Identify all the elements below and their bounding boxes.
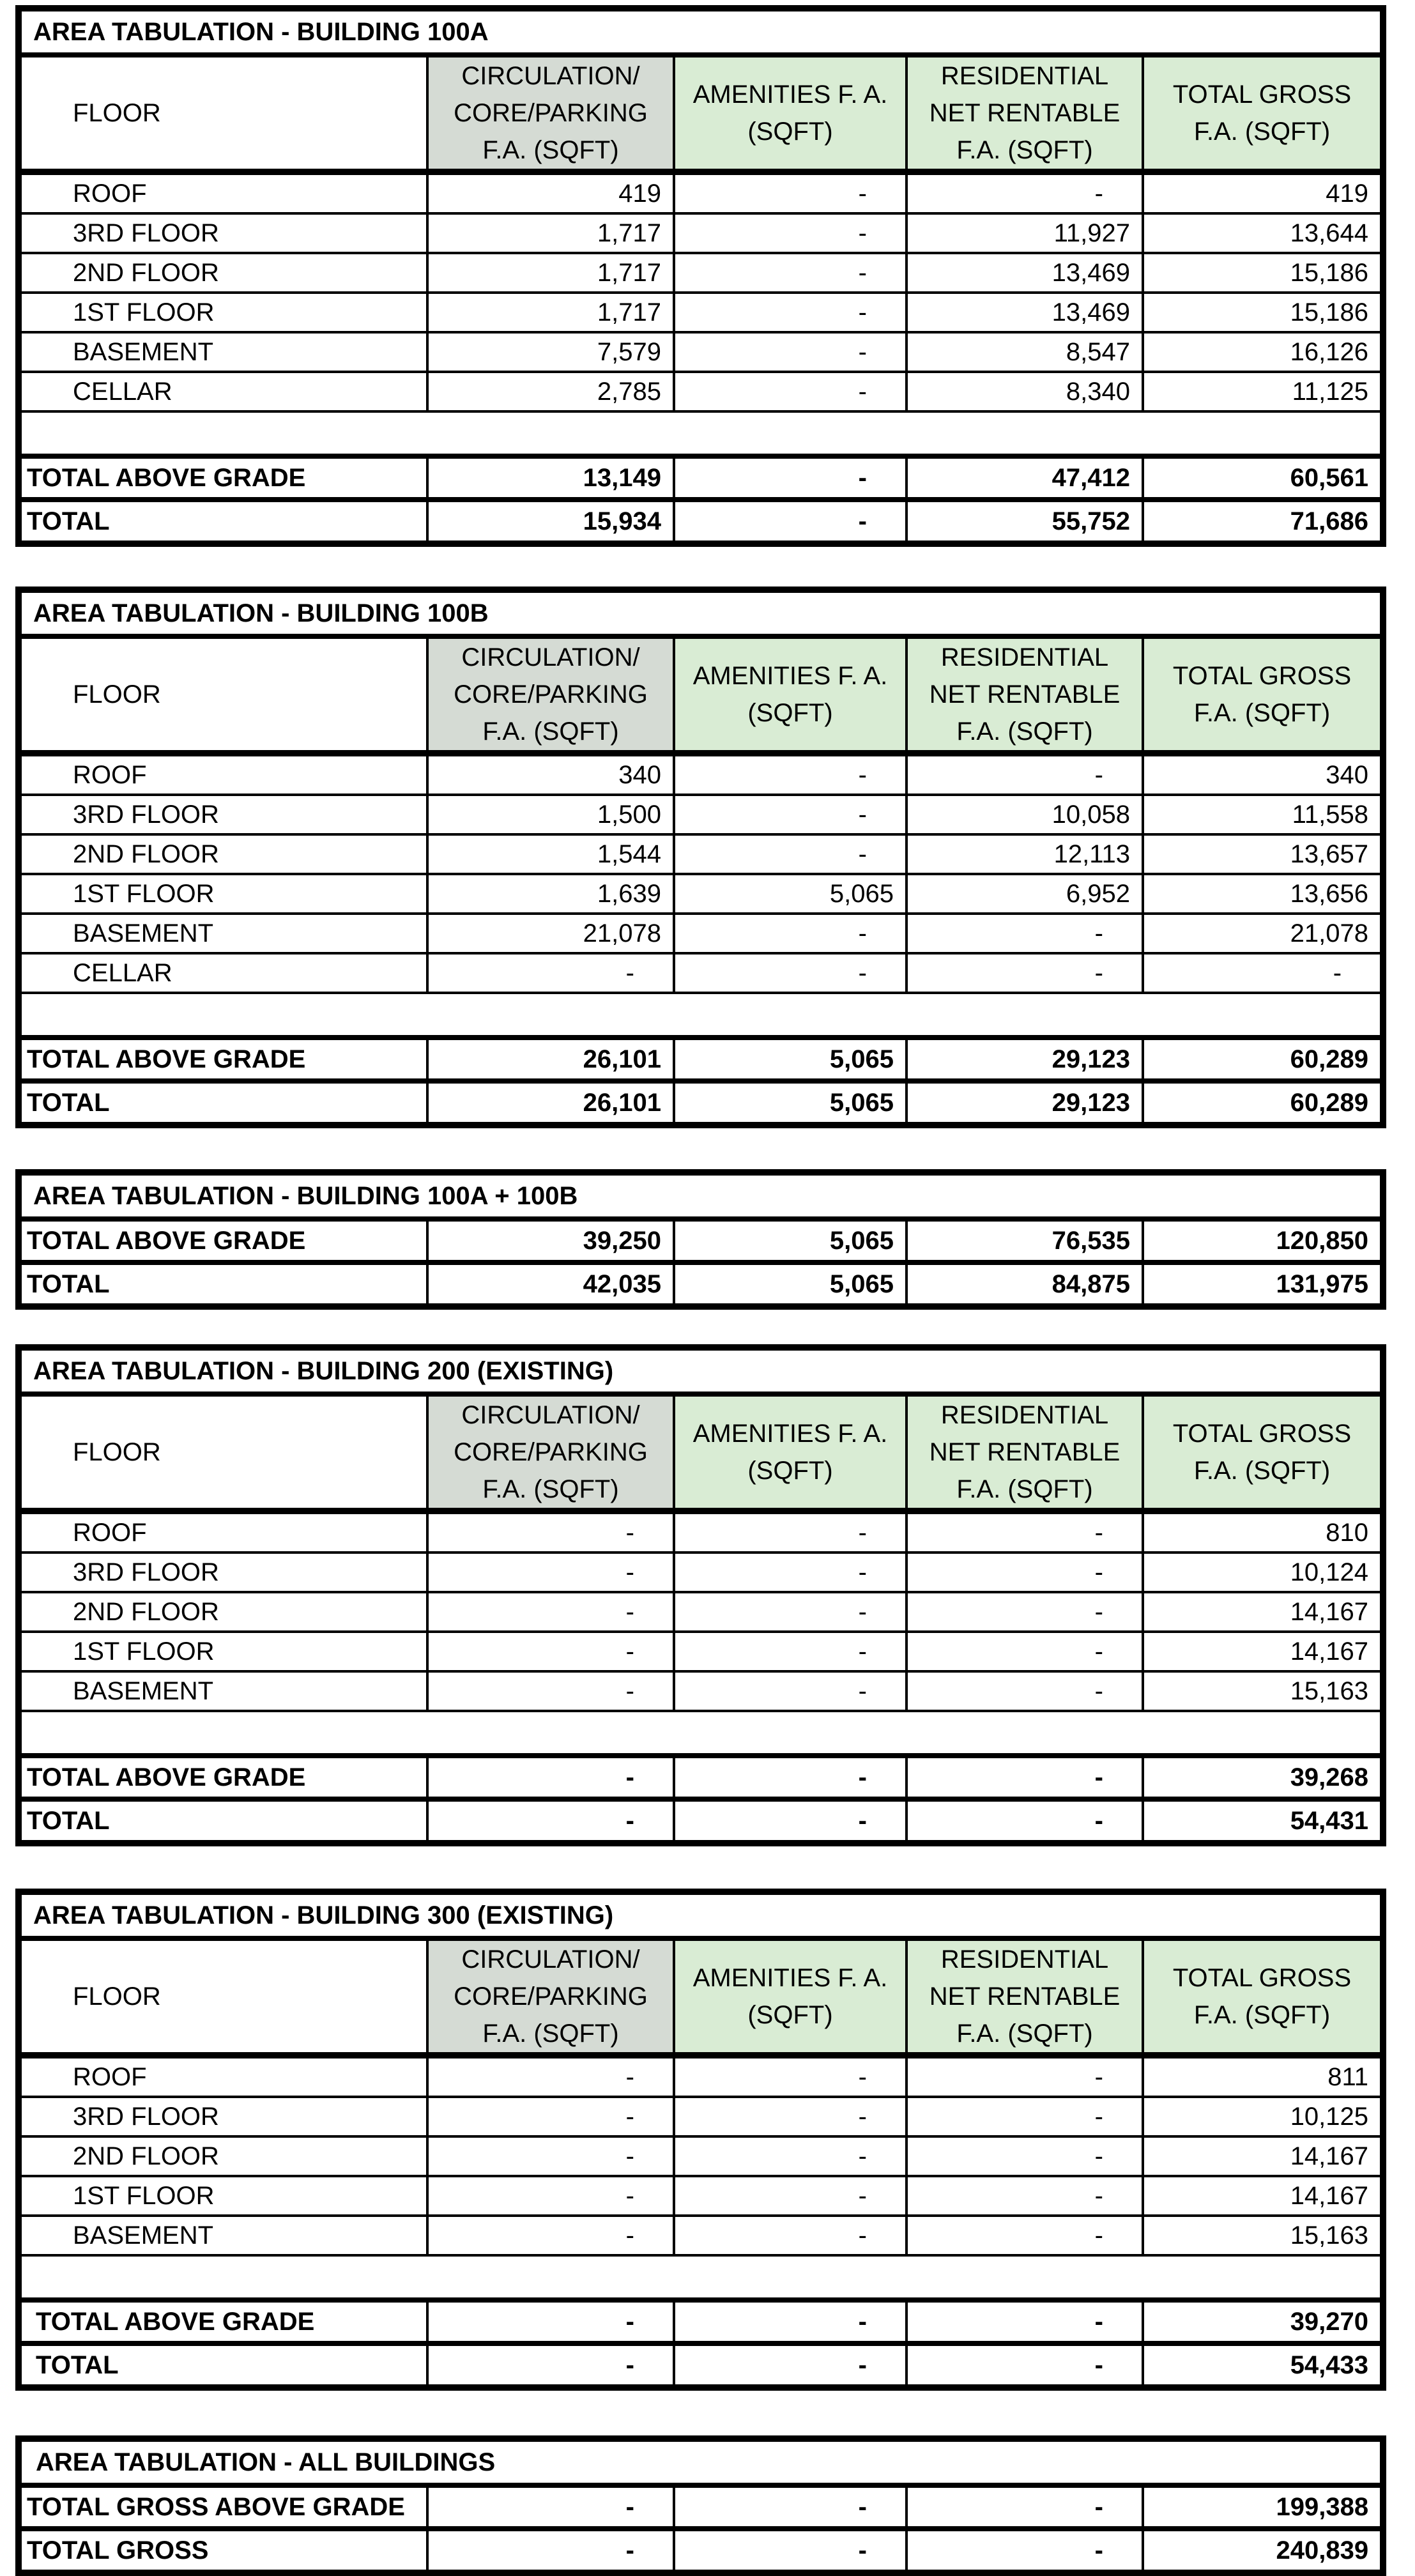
total-gross-value: 14,167 bbox=[1143, 2136, 1383, 2176]
table-row bbox=[19, 914, 1383, 953]
table-title: AREA TABULATION - ALL BUILDINGS bbox=[19, 2439, 1383, 2485]
table-row bbox=[19, 372, 1383, 411]
floor-label: BASEMENT bbox=[19, 332, 427, 372]
header-total-gross: TOTAL GROSS F.A. (SQFT) bbox=[1143, 1394, 1383, 1511]
residential-total: 76,535 bbox=[906, 1219, 1143, 1262]
total-gross-value: 14,167 bbox=[1143, 1632, 1383, 1671]
total-label: TOTAL bbox=[19, 1799, 427, 1843]
table-row bbox=[19, 2216, 1383, 2255]
amenities-total: 5,065 bbox=[674, 1262, 906, 1307]
circulation-value: 1,544 bbox=[427, 834, 674, 874]
header-floor: FLOOR bbox=[19, 55, 427, 172]
total-gross-total: 240,839 bbox=[1143, 2529, 1383, 2573]
total-gross-value: 811 bbox=[1143, 2055, 1383, 2097]
amenities-value: - bbox=[674, 213, 906, 253]
residential-value: 12,113 bbox=[906, 834, 1143, 874]
floor-label: 1ST FLOOR bbox=[19, 874, 427, 914]
total-row bbox=[19, 1262, 1383, 1307]
amenities-value: - bbox=[674, 253, 906, 293]
table-row bbox=[19, 834, 1383, 874]
circulation-total: - bbox=[427, 2529, 674, 2573]
total-label: TOTAL ABOVE GRADE bbox=[19, 1038, 427, 1081]
amenities-total: - bbox=[674, 2485, 906, 2529]
total-gross-total: 71,686 bbox=[1143, 500, 1383, 544]
header-circulation: CIRCULATION/ CORE/PARKING F.A. (SQFT) bbox=[427, 1394, 674, 1511]
total-gross-value: 11,125 bbox=[1143, 372, 1383, 411]
total-gross-row bbox=[19, 2529, 1383, 2573]
spacer-row bbox=[19, 993, 1383, 1038]
header-floor: FLOOR bbox=[19, 1938, 427, 2055]
residential-value: - bbox=[906, 172, 1143, 213]
circulation-total: 13,149 bbox=[427, 456, 674, 500]
residential-value: 8,340 bbox=[906, 372, 1143, 411]
residential-total: 29,123 bbox=[906, 1038, 1143, 1081]
floor-label: 2ND FLOOR bbox=[19, 1592, 427, 1632]
residential-value: - bbox=[906, 1671, 1143, 1711]
total-label: TOTAL ABOVE GRADE bbox=[19, 1756, 427, 1799]
table-row bbox=[19, 753, 1383, 795]
circulation-value: - bbox=[427, 2055, 674, 2097]
residential-value: 6,952 bbox=[906, 874, 1143, 914]
total-gross-value: 15,186 bbox=[1143, 293, 1383, 332]
floor-label: CELLAR bbox=[19, 953, 427, 993]
total-gross-value: 15,163 bbox=[1143, 1671, 1383, 1711]
header-total-gross: TOTAL GROSS F.A. (SQFT) bbox=[1143, 1938, 1383, 2055]
circulation-value: 340 bbox=[427, 753, 674, 795]
circulation-value: 1,717 bbox=[427, 293, 674, 332]
table-row bbox=[19, 1671, 1383, 1711]
floor-label: 3RD FLOOR bbox=[19, 2097, 427, 2136]
table-row bbox=[19, 293, 1383, 332]
amenities-value: - bbox=[674, 293, 906, 332]
circulation-value: - bbox=[427, 1632, 674, 1671]
floor-label: 2ND FLOOR bbox=[19, 253, 427, 293]
amenities-total: - bbox=[674, 1799, 906, 1843]
table-title: AREA TABULATION - BUILDING 300 (EXISTING) bbox=[19, 1892, 1383, 1938]
floor-label: BASEMENT bbox=[19, 2216, 427, 2255]
circulation-value: 21,078 bbox=[427, 914, 674, 953]
total-above-grade-row bbox=[19, 2300, 1383, 2343]
total-label: TOTAL GROSS bbox=[19, 2529, 427, 2573]
total-gross-value: - bbox=[1143, 953, 1383, 993]
amenities-value: - bbox=[674, 914, 906, 953]
floor-label: ROOF bbox=[19, 1511, 427, 1552]
amenities-value: - bbox=[674, 1511, 906, 1552]
circulation-value: - bbox=[427, 2136, 674, 2176]
floor-label: 1ST FLOOR bbox=[19, 293, 427, 332]
header-amenities: AMENITIES F. A. (SQFT) bbox=[674, 636, 906, 753]
total-gross-value: 11,558 bbox=[1143, 795, 1383, 834]
total-gross-total: 39,270 bbox=[1143, 2300, 1383, 2343]
circulation-value: - bbox=[427, 2097, 674, 2136]
table-row bbox=[19, 213, 1383, 253]
floor-label: 1ST FLOOR bbox=[19, 1632, 427, 1671]
total-gross-above-grade-row bbox=[19, 2485, 1383, 2529]
total-gross-value: 10,124 bbox=[1143, 1552, 1383, 1592]
floor-label: BASEMENT bbox=[19, 914, 427, 953]
table-building-100a bbox=[15, 5, 1386, 547]
circulation-value: - bbox=[427, 1592, 674, 1632]
residential-value: - bbox=[906, 2176, 1143, 2216]
total-above-grade-row bbox=[19, 1038, 1383, 1081]
header-circulation: CIRCULATION/ CORE/PARKING F.A. (SQFT) bbox=[427, 55, 674, 172]
total-label: TOTAL bbox=[19, 2343, 427, 2388]
floor-label: 3RD FLOOR bbox=[19, 1552, 427, 1592]
table-row bbox=[19, 172, 1383, 213]
total-gross-value: 14,167 bbox=[1143, 2176, 1383, 2216]
amenities-total: - bbox=[674, 456, 906, 500]
total-gross-value: 13,644 bbox=[1143, 213, 1383, 253]
amenities-total: - bbox=[674, 2300, 906, 2343]
total-gross-value: 15,186 bbox=[1143, 253, 1383, 293]
amenities-value: - bbox=[674, 1552, 906, 1592]
total-gross-value: 13,656 bbox=[1143, 874, 1383, 914]
floor-label: 1ST FLOOR bbox=[19, 2176, 427, 2216]
table-row bbox=[19, 1552, 1383, 1592]
table-row bbox=[19, 2055, 1383, 2097]
residential-value: - bbox=[906, 1552, 1143, 1592]
total-label: TOTAL ABOVE GRADE bbox=[19, 456, 427, 500]
header-floor: FLOOR bbox=[19, 1394, 427, 1511]
circulation-total: - bbox=[427, 2343, 674, 2388]
residential-total: - bbox=[906, 1799, 1143, 1843]
amenities-total: - bbox=[674, 1756, 906, 1799]
amenities-value: - bbox=[674, 2176, 906, 2216]
header-amenities: AMENITIES F. A. (SQFT) bbox=[674, 55, 906, 172]
table-building-100b bbox=[15, 586, 1386, 1128]
circulation-value: - bbox=[427, 1671, 674, 1711]
total-gross-value: 10,125 bbox=[1143, 2097, 1383, 2136]
amenities-value: - bbox=[674, 332, 906, 372]
table-row bbox=[19, 2176, 1383, 2216]
amenities-value: - bbox=[674, 372, 906, 411]
table-building-100a-100b bbox=[15, 1169, 1386, 1310]
residential-value: - bbox=[906, 2055, 1143, 2097]
circulation-total: 15,934 bbox=[427, 500, 674, 544]
floor-label: 3RD FLOOR bbox=[19, 213, 427, 253]
total-label: TOTAL ABOVE GRADE bbox=[19, 2300, 427, 2343]
total-gross-value: 419 bbox=[1143, 172, 1383, 213]
header-residential: RESIDENTIAL NET RENTABLE F.A. (SQFT) bbox=[906, 1938, 1143, 2055]
residential-total: - bbox=[906, 2343, 1143, 2388]
residential-value: - bbox=[906, 2136, 1143, 2176]
circulation-value: 419 bbox=[427, 172, 674, 213]
amenities-value: - bbox=[674, 1671, 906, 1711]
residential-value: - bbox=[906, 753, 1143, 795]
table-all-buildings bbox=[15, 2435, 1386, 2576]
total-gross-total: 54,431 bbox=[1143, 1799, 1383, 1843]
circulation-value: 1,717 bbox=[427, 213, 674, 253]
total-label: TOTAL GROSS ABOVE GRADE bbox=[19, 2485, 427, 2529]
amenities-total: 5,065 bbox=[674, 1219, 906, 1262]
header-circulation: CIRCULATION/ CORE/PARKING F.A. (SQFT) bbox=[427, 1938, 674, 2055]
amenities-value: - bbox=[674, 953, 906, 993]
total-above-grade-row bbox=[19, 1756, 1383, 1799]
circulation-value: - bbox=[427, 953, 674, 993]
table-row bbox=[19, 2136, 1383, 2176]
total-gross-total: 60,289 bbox=[1143, 1081, 1383, 1125]
residential-total: - bbox=[906, 2485, 1143, 2529]
amenities-value: - bbox=[674, 1632, 906, 1671]
total-gross-total: 60,289 bbox=[1143, 1038, 1383, 1081]
amenities-value: - bbox=[674, 2055, 906, 2097]
total-label: TOTAL ABOVE GRADE bbox=[19, 1219, 427, 1262]
table-building-200 bbox=[15, 1344, 1386, 1846]
spacer-row bbox=[19, 2255, 1383, 2300]
residential-value: 10,058 bbox=[906, 795, 1143, 834]
total-gross-value: 340 bbox=[1143, 753, 1383, 795]
circulation-value: - bbox=[427, 1511, 674, 1552]
total-gross-value: 21,078 bbox=[1143, 914, 1383, 953]
amenities-total: - bbox=[674, 500, 906, 544]
residential-value: - bbox=[906, 1592, 1143, 1632]
table-row bbox=[19, 874, 1383, 914]
circulation-total: 39,250 bbox=[427, 1219, 674, 1262]
total-gross-total: 120,850 bbox=[1143, 1219, 1383, 1262]
floor-label: 2ND FLOOR bbox=[19, 834, 427, 874]
residential-total: - bbox=[906, 2529, 1143, 2573]
residential-total: 84,875 bbox=[906, 1262, 1143, 1307]
total-gross-total: 54,433 bbox=[1143, 2343, 1383, 2388]
total-above-grade-row bbox=[19, 1219, 1383, 1262]
header-amenities: AMENITIES F. A. (SQFT) bbox=[674, 1394, 906, 1511]
table-row bbox=[19, 1632, 1383, 1671]
floor-label: ROOF bbox=[19, 753, 427, 795]
total-gross-value: 14,167 bbox=[1143, 1592, 1383, 1632]
floor-label: ROOF bbox=[19, 172, 427, 213]
residential-total: 47,412 bbox=[906, 456, 1143, 500]
residential-total: - bbox=[906, 2300, 1143, 2343]
circulation-value: 7,579 bbox=[427, 332, 674, 372]
residential-value: - bbox=[906, 2097, 1143, 2136]
circulation-total: - bbox=[427, 2300, 674, 2343]
amenities-value: - bbox=[674, 753, 906, 795]
total-row bbox=[19, 2343, 1383, 2388]
header-total-gross: TOTAL GROSS F.A. (SQFT) bbox=[1143, 636, 1383, 753]
total-gross-total: 60,561 bbox=[1143, 456, 1383, 500]
floor-label: ROOF bbox=[19, 2055, 427, 2097]
circulation-total: 26,101 bbox=[427, 1081, 674, 1125]
header-circulation: CIRCULATION/ CORE/PARKING F.A. (SQFT) bbox=[427, 636, 674, 753]
total-label: TOTAL bbox=[19, 500, 427, 544]
amenities-value: - bbox=[674, 2136, 906, 2176]
table-row bbox=[19, 953, 1383, 993]
amenities-total: 5,065 bbox=[674, 1081, 906, 1125]
table-title: AREA TABULATION - BUILDING 200 (EXISTING) bbox=[19, 1347, 1383, 1394]
floor-label: 2ND FLOOR bbox=[19, 2136, 427, 2176]
floor-label: CELLAR bbox=[19, 372, 427, 411]
residential-value: - bbox=[906, 1632, 1143, 1671]
residential-total: 55,752 bbox=[906, 500, 1143, 544]
circulation-value: 2,785 bbox=[427, 372, 674, 411]
total-gross-total: 39,268 bbox=[1143, 1756, 1383, 1799]
table-title: AREA TABULATION - BUILDING 100A + 100B bbox=[19, 1172, 1383, 1219]
circulation-total: 26,101 bbox=[427, 1038, 674, 1081]
table-row bbox=[19, 1511, 1383, 1552]
header-total-gross: TOTAL GROSS F.A. (SQFT) bbox=[1143, 55, 1383, 172]
table-title: AREA TABULATION - BUILDING 100A bbox=[19, 8, 1383, 55]
amenities-total: - bbox=[674, 2343, 906, 2388]
spacer-row bbox=[19, 1711, 1383, 1756]
circulation-value: 1,639 bbox=[427, 874, 674, 914]
residential-value: 8,547 bbox=[906, 332, 1143, 372]
total-label: TOTAL bbox=[19, 1262, 427, 1307]
residential-value: 13,469 bbox=[906, 253, 1143, 293]
circulation-value: - bbox=[427, 1552, 674, 1592]
circulation-value: - bbox=[427, 2176, 674, 2216]
circulation-value: 1,500 bbox=[427, 795, 674, 834]
amenities-value: - bbox=[674, 2216, 906, 2255]
total-label: TOTAL bbox=[19, 1081, 427, 1125]
table-row bbox=[19, 1592, 1383, 1632]
residential-value: - bbox=[906, 953, 1143, 993]
residential-value: 13,469 bbox=[906, 293, 1143, 332]
floor-label: BASEMENT bbox=[19, 1671, 427, 1711]
table-row bbox=[19, 332, 1383, 372]
amenities-value: - bbox=[674, 834, 906, 874]
spacer-row bbox=[19, 411, 1383, 456]
table-building-300 bbox=[15, 1889, 1386, 2391]
total-gross-value: 13,657 bbox=[1143, 834, 1383, 874]
header-residential: RESIDENTIAL NET RENTABLE F.A. (SQFT) bbox=[906, 55, 1143, 172]
residential-value: - bbox=[906, 2216, 1143, 2255]
total-row bbox=[19, 1081, 1383, 1125]
table-row bbox=[19, 2097, 1383, 2136]
circulation-total: - bbox=[427, 1799, 674, 1843]
residential-total: 29,123 bbox=[906, 1081, 1143, 1125]
residential-value: - bbox=[906, 914, 1143, 953]
header-residential: RESIDENTIAL NET RENTABLE F.A. (SQFT) bbox=[906, 1394, 1143, 1511]
circulation-total: - bbox=[427, 2485, 674, 2529]
total-row bbox=[19, 1799, 1383, 1843]
circulation-value: 1,717 bbox=[427, 253, 674, 293]
circulation-total: - bbox=[427, 1756, 674, 1799]
total-gross-value: 810 bbox=[1143, 1511, 1383, 1552]
amenities-value: - bbox=[674, 1592, 906, 1632]
total-row bbox=[19, 500, 1383, 544]
table-row bbox=[19, 795, 1383, 834]
table-row bbox=[19, 253, 1383, 293]
total-gross-value: 15,163 bbox=[1143, 2216, 1383, 2255]
total-gross-total: 131,975 bbox=[1143, 1262, 1383, 1307]
circulation-total: 42,035 bbox=[427, 1262, 674, 1307]
total-gross-total: 199,388 bbox=[1143, 2485, 1383, 2529]
amenities-value: 5,065 bbox=[674, 874, 906, 914]
header-residential: RESIDENTIAL NET RENTABLE F.A. (SQFT) bbox=[906, 636, 1143, 753]
header-floor: FLOOR bbox=[19, 636, 427, 753]
amenities-value: - bbox=[674, 2097, 906, 2136]
residential-value: - bbox=[906, 1511, 1143, 1552]
residential-total: - bbox=[906, 1756, 1143, 1799]
header-amenities: AMENITIES F. A. (SQFT) bbox=[674, 1938, 906, 2055]
amenities-value: - bbox=[674, 172, 906, 213]
total-gross-value: 16,126 bbox=[1143, 332, 1383, 372]
circulation-value: - bbox=[427, 2216, 674, 2255]
total-above-grade-row bbox=[19, 456, 1383, 500]
amenities-value: - bbox=[674, 795, 906, 834]
amenities-total: - bbox=[674, 2529, 906, 2573]
residential-value: 11,927 bbox=[906, 213, 1143, 253]
floor-label: 3RD FLOOR bbox=[19, 795, 427, 834]
table-title: AREA TABULATION - BUILDING 100B bbox=[19, 590, 1383, 636]
amenities-total: 5,065 bbox=[674, 1038, 906, 1081]
